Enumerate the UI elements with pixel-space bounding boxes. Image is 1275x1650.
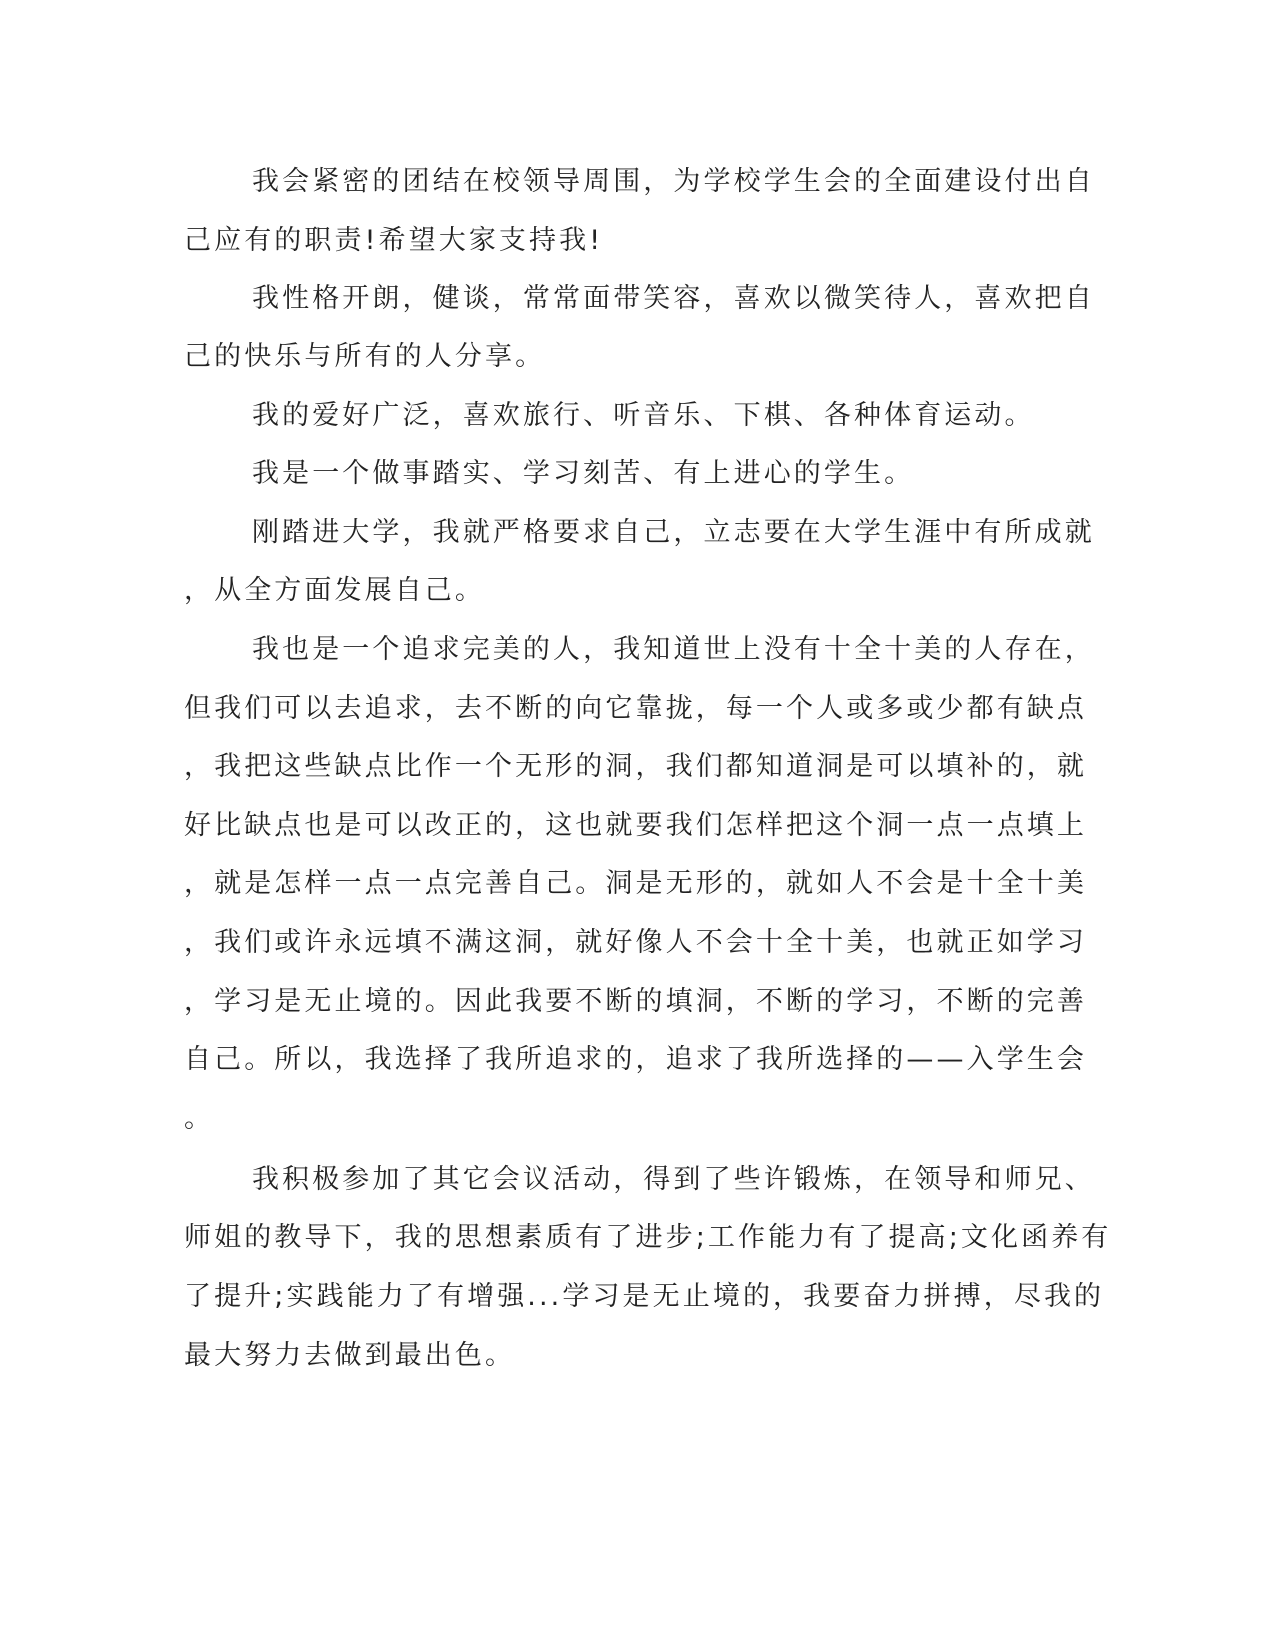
text-line: ，我们或许永远填不满这洞，就好像人不会十全十美，也就正如学习 <box>184 927 1087 958</box>
text-line: ，我把这些缺点比作一个无形的洞，我们都知道洞是可以填补的，就 <box>184 751 1087 782</box>
text-line: 我积极参加了其它会议活动，得到了些许锻炼，在领导和师兄、 <box>252 1164 1095 1195</box>
text-line: 刚踏进大学，我就严格要求自己，立志要在大学生涯中有所成就 <box>252 517 1095 548</box>
text-line: 我会紧密的团结在校领导周围，为学校学生会的全面建设付出自 <box>252 166 1095 197</box>
text-line: 我的爱好广泛，喜欢旅行、听音乐、下棋、各种体育运动。 <box>252 400 1035 431</box>
text-line: 师姐的教导下，我的思想素质有了进步;工作能力有了提高;文化函养有 <box>184 1222 1112 1253</box>
text-line: 己应有的职责!希望大家支持我! <box>184 225 604 256</box>
text-line: ，从全方面发展自己。 <box>184 575 485 606</box>
text-line: ，学习是无止境的。因此我要不断的填洞，不断的学习，不断的完善 <box>184 986 1087 1017</box>
text-line: 自己。所以，我选择了我所追求的，追求了我所选择的——入学生会 <box>184 1044 1087 1075</box>
text-line: 。 <box>184 1103 215 1134</box>
text-line: 好比缺点也是可以改正的，这也就要我们怎样把这个洞一点一点填上 <box>184 810 1087 841</box>
text-line: ，就是怎样一点一点完善自己。洞是无形的，就如人不会是十全十美 <box>184 868 1087 899</box>
text-line: 最大努力去做到最出色。 <box>184 1340 516 1371</box>
text-line: 我性格开朗，健谈，常常面带笑容，喜欢以微笑待人，喜欢把自 <box>252 283 1095 314</box>
text-line: 我也是一个追求完美的人，我知道世上没有十全十美的人存在， <box>252 634 1095 665</box>
text-line: 我是一个做事踏实、学习刻苦、有上进心的学生。 <box>252 458 915 489</box>
text-line: 己的快乐与所有的人分享。 <box>184 341 546 372</box>
text-line: 了提升;实践能力了有增强...学习是无止境的，我要奋力拼搏，尽我的 <box>184 1281 1105 1312</box>
text-line: 但我们可以去追求，去不断的向它靠拢，每一个人或多或少都有缺点 <box>184 693 1087 724</box>
